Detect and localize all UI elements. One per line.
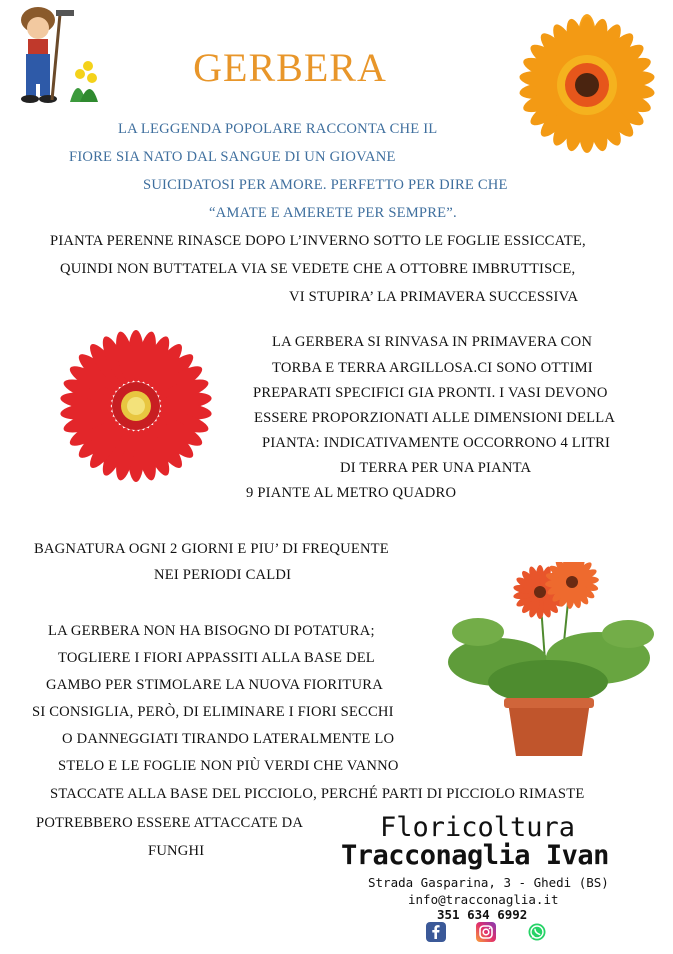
- pruning-line: LA GERBERA NON HA BISOGNO DI POTATURA;: [48, 623, 375, 639]
- whatsapp-icon[interactable]: [527, 922, 547, 942]
- pruning-line: O DANNEGGIATI TIRANDO LATERALMENTE LO: [62, 731, 395, 747]
- business-name: Floricoltura: [380, 812, 576, 843]
- repotting-line: DI TERRA PER UNA PIANTA: [340, 460, 532, 476]
- facebook-icon[interactable]: [426, 922, 446, 942]
- instagram-icon[interactable]: [476, 922, 496, 942]
- business-name-owner: Tracconaglia Ivan: [341, 840, 609, 871]
- repotting-line: PREPARATI SPECIFICI GIA PRONTI. I VASI DEVONO: [253, 385, 608, 401]
- repotting-line: ESSERE PROPORZIONATI ALLE DIMENSIONI DELLA: [254, 410, 616, 426]
- business-address: Strada Gasparina, 3 - Ghedi (BS): [368, 875, 609, 890]
- repotting-line: PIANTA: INDICATIVAMENTE OCCORRONO 4 LITRI: [262, 435, 611, 451]
- repotting-line: 9 PIANTE AL METRO QUADRO: [246, 485, 457, 501]
- pruning-line: STELO E LE FOGLIE NON PIÙ VERDI CHE VANNO: [58, 758, 399, 774]
- orange-gerbera-image: [516, 14, 658, 156]
- repotting-line: LA GERBERA SI RINVASA IN PRIMAVERA CON: [272, 334, 593, 350]
- pruning-line: FUNGHI: [148, 843, 205, 859]
- page-title: GERBERA: [193, 45, 387, 90]
- intro-line: “AMATE E AMERETE PER SEMPRE”.: [209, 205, 457, 221]
- potted-gerbera-image: [438, 562, 660, 758]
- perennial-line: VI STUPIRA’ LA PRIMAVERA SUCCESSIVA: [289, 289, 579, 305]
- pruning-line: STACCATE ALLA BASE DEL PICCIOLO, PERCHÉ PARTI DI PICCIOLO RIMASTE: [50, 786, 585, 802]
- watering-line: BAGNATURA OGNI 2 GIORNI E PIU’ DI FREQUENTE: [34, 541, 389, 557]
- pruning-line: SI CONSIGLIA, PERÒ, DI ELIMINARE I FIORI SECCHI: [32, 704, 394, 720]
- perennial-line: PIANTA PERENNE RINASCE DOPO L’INVERNO SOTTO LE FOGLIE ESSICCATE,: [50, 233, 586, 249]
- watering-line: NEI PERIODI CALDI: [154, 567, 292, 583]
- intro-line: LA LEGGENDA POPOLARE RACCONTA CHE IL: [118, 121, 438, 137]
- pruning-line: GAMBO PER STIMOLARE LA NUOVA FIORITURA: [46, 677, 383, 693]
- intro-line: SUICIDATOSI PER AMORE. PERFETTO PER DIRE CHE: [143, 177, 508, 193]
- repotting-line: TORBA E TERRA ARGILLOSA.CI SONO OTTIMI: [272, 360, 593, 376]
- perennial-line: QUINDI NON BUTTATELA VIA SE VEDETE CHE A OTTOBRE IMBRUTTISCE,: [60, 261, 576, 277]
- pruning-line: TOGLIERE I FIORI APPASSITI ALLA BASE DEL: [58, 650, 375, 666]
- business-phone[interactable]: 351 634 6992: [437, 907, 528, 922]
- pruning-line: POTREBBERO ESSERE ATTACCATE DA: [36, 815, 304, 831]
- business-email[interactable]: info@tracconaglia.it: [408, 892, 559, 907]
- gardener-illustration: [8, 4, 100, 104]
- intro-line: FIORE SIA NATO DAL SANGUE DI UN GIOVANE: [69, 149, 396, 165]
- red-gerbera-image: [56, 326, 216, 486]
